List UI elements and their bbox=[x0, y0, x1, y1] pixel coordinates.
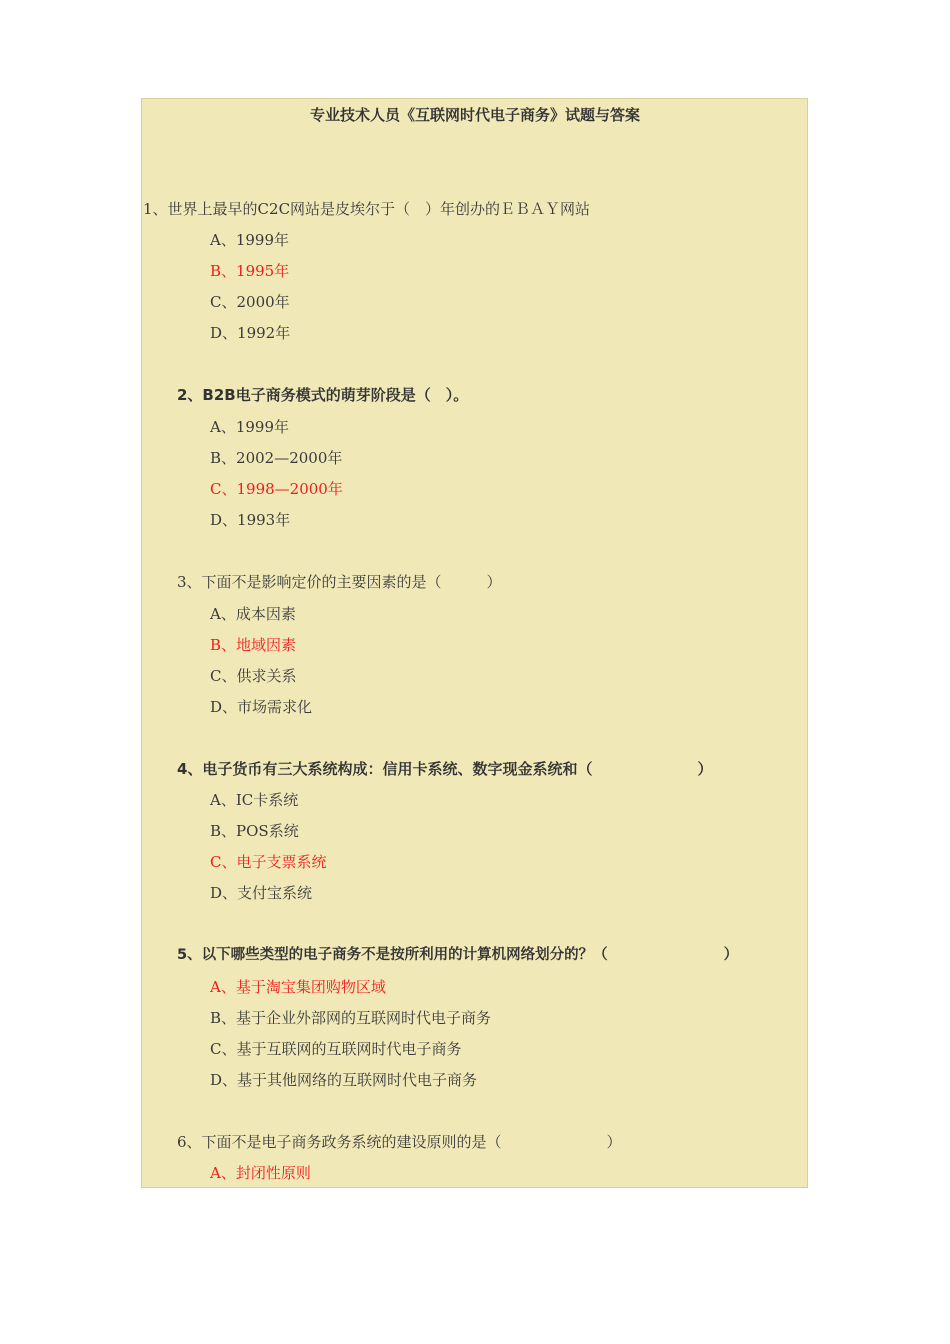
q3-option-a: A、成本因素 bbox=[210, 605, 296, 623]
q5-option-d: D、基于其他网络的互联网时代电子商务 bbox=[210, 1071, 478, 1089]
q1-option-a: A、1999年 bbox=[210, 231, 290, 249]
question-6: 6、下面不是电子商务政务系统的建设原则的是（ ） bbox=[177, 1133, 622, 1151]
q3-option-b-answer: B、地域因素 bbox=[210, 636, 297, 654]
q3-option-d: D、市场需求化 bbox=[210, 698, 313, 716]
q5-option-c: C、基于互联网的互联网时代电子商务 bbox=[210, 1040, 462, 1058]
question-4: 4、电子货币有三大系统构成：信用卡系统、数字现金系统和（ ） bbox=[177, 760, 713, 778]
q2-option-b: B、2002—2000年 bbox=[210, 449, 343, 467]
document-title: 专业技术人员《互联网时代电子商务》试题与答案 bbox=[309, 106, 640, 124]
question-5: 5、以下哪些类型的电子商务不是按所利用的计算机网络划分的？（ ） bbox=[177, 947, 739, 963]
q1-option-d: D、1992年 bbox=[210, 324, 291, 342]
q4-option-c-answer: C、电子支票系统 bbox=[210, 853, 327, 871]
q6-option-a-answer: A、封闭性原则 bbox=[210, 1164, 311, 1182]
q2-option-d: D、1993年 bbox=[210, 511, 291, 529]
q3-option-c: C、供求关系 bbox=[210, 667, 297, 685]
question-1: 1、世界上最早的C2C网站是皮埃尔于（ ）年创办的ＥＢＡＹ网站 bbox=[143, 200, 591, 218]
q2-option-a: A、1999年 bbox=[210, 418, 290, 436]
q1-option-b-answer: B、1995年 bbox=[210, 262, 290, 280]
q4-option-b: B、POS系统 bbox=[210, 822, 299, 840]
question-3: 3、下面不是影响定价的主要因素的是（ ） bbox=[177, 573, 502, 591]
q4-option-d: D、支付宝系统 bbox=[210, 884, 313, 902]
q1-option-c: C、2000年 bbox=[210, 293, 290, 311]
q5-option-a-answer: A、基于淘宝集团购物区域 bbox=[210, 978, 386, 996]
q4-option-a: A、IC卡系统 bbox=[210, 791, 299, 809]
q2-option-c-answer: C、1998—2000年 bbox=[210, 480, 343, 498]
q5-option-b: B、基于企业外部网的互联网时代电子商务 bbox=[210, 1009, 492, 1027]
question-2: 2、B2B电子商务模式的萌芽阶段是（ ）。 bbox=[177, 386, 469, 404]
